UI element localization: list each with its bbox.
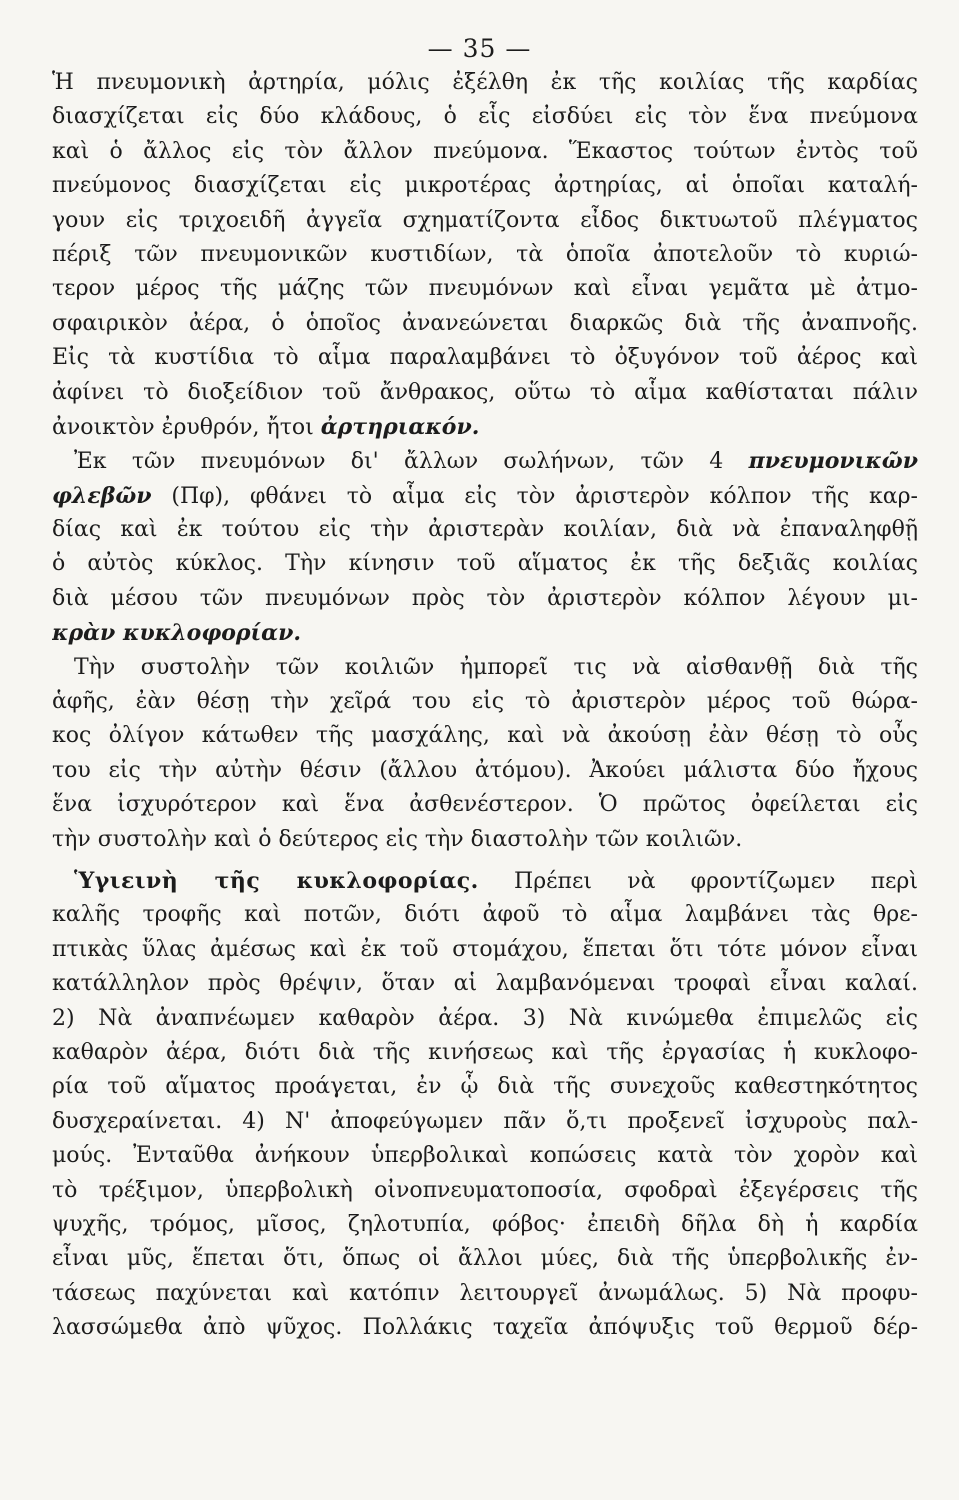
text-line: πέριξ τῶν πνευμονικῶν κυστιδίων, τὰ ὁποῖα ἀποτελοῦν τὸ κυριώ- xyxy=(52,241,918,267)
text-line: διὰ μέσου τῶν πνευμόνων πρὸς τὸν ἀριστερὸν κόλπον λέγουν μι- xyxy=(52,585,918,611)
text-line: ἁφῆς, ἐὰν θέσῃ τὴν χεῖρά του εἰς τὸ ἀριστερὸν μέρος τοῦ θώρα- xyxy=(52,689,918,715)
text-line: Τὴν συστολὴν τῶν κοιλιῶν ἠμπορεῖ τις νὰ αἰσθανθῇ διὰ τῆς xyxy=(74,654,918,680)
text-line: λασσώμεθα ἀπὸ ψῦχος. Πολλάκις ταχεῖα ἀπόψυξις τοῦ θερμοῦ δέρ- xyxy=(52,1315,918,1341)
text-line: διασχίζεται εἰς δύο κλάδους, ὁ εἷς εἰσδύει εἰς τὸν ἕνα πνεύμονα xyxy=(52,104,918,130)
text-line: του εἰς τὴν αὐτὴν θέσιν (ἄλλου ἀτόμου). Ἀκούει μάλιστα δύο ἤχους xyxy=(52,757,918,783)
text-line: καθαρὸν ἀέρα, διότι διὰ τῆς κινήσεως καὶ τῆς ἐργασίας ἡ κυκλοφο- xyxy=(52,1039,918,1065)
text-line: κος ὀλίγον κάτωθεν τῆς μασχάλης, καὶ νὰ ἀκούσῃ ἐὰν θέσῃ τὸ οὖς xyxy=(52,723,918,749)
text-line xyxy=(52,410,918,444)
text-line: καλῆς τροφῆς καὶ ποτῶν, διότι ἀφοῦ τὸ αἷμα λαμβάνει τὰς θρε- xyxy=(52,902,918,928)
text-line: ψυχῆς, τρόμος, μῖσος, ζηλοτυπία, φόβος· ἐπειδὴ δῆλα δὴ ἡ καρδία xyxy=(52,1211,918,1237)
text-line xyxy=(52,479,918,513)
text-line: δίας καὶ ἐκ τούτου εἰς τὴν ἀριστερὰν κοιλίαν, διὰ νὰ ἐπαναληφθῇ xyxy=(52,517,918,543)
text-line: Εἰς τὰ κυστίδια τὸ αἷμα παραλαμβάνει τὸ ὀξυγόνον τοῦ ἀέρος καὶ xyxy=(52,345,918,371)
paragraph-gap xyxy=(52,857,918,864)
text-line: ὁ αὐτὸς κύκλος. Τὴν κίνησιν τοῦ αἵματος ἐκ τῆς δεξιᾶς κοιλίας xyxy=(52,551,918,577)
emphasis-term: κρὰν κυκλοφορίαν. xyxy=(52,620,302,647)
text-line xyxy=(52,444,918,478)
text-line: τάσεως παχύνεται καὶ κατόπιν λειτουργεῖ ἀνωμάλως. 5) Νὰ προφυ- xyxy=(52,1280,918,1306)
text-line: Ἡ πνευμονικὴ ἀρτηρία, μόλις ἐξέλθη ἐκ τῆς κοιλίας τῆς καρδίας xyxy=(52,70,918,95)
text-line: τὴν συστολὴν καὶ ὁ δεύτερος εἰς τὴν διαστολὴν τῶν κοιλιῶν. xyxy=(52,826,743,852)
text-line: ἕνα ἰσχυρότερον καὶ ἕνα ἀσθενέστερον. Ὁ πρῶτος ὀφείλεται εἰς xyxy=(52,792,918,818)
emphasis-term: φλεβῶν xyxy=(52,482,152,509)
text-line: 2) Νὰ ἀναπνέωμεν καθαρὸν ἀέρα. 3) Νὰ κινώμεθα ἐπιμελῶς εἰς xyxy=(52,1005,918,1031)
emphasis-term: πνευμονικῶν xyxy=(748,448,918,475)
text-line xyxy=(52,864,918,898)
text-line: γουν εἰς τριχοειδῆ ἀγγεῖα σχηματίζοντα εἶδος δικτυωτοῦ πλέγματος xyxy=(52,207,918,233)
section-heading: Ὑγιεινὴ τῆς κυκλοφορίας. xyxy=(74,867,479,894)
text-line xyxy=(52,616,918,650)
text-line: πτικὰς ὕλας ἀμέσως καὶ ἐκ τοῦ στομάχου, ἕπεται ὅτι τότε μόνον εἶναι xyxy=(52,936,918,962)
emphasis-term: ἀρτηριακόν. xyxy=(320,413,480,440)
body-text xyxy=(52,66,918,1345)
text-line: ρία τοῦ αἵματος προάγεται, ἐν ᾧ διὰ τῆς συνεχοῦς καθεστηκότητος xyxy=(52,1074,918,1100)
text-line: μούς. Ἐνταῦθα ἀνήκουν ὑπερβολικαὶ κοπώσεις κατὰ τὸν χορὸν καὶ xyxy=(52,1143,918,1169)
text-line: εἶναι μῦς, ἕπεται ὅτι, ὅπως οἱ ἄλλοι μύες, διὰ τῆς ὑπερβολικῆς ἐν- xyxy=(52,1246,918,1272)
text-run: (Πφ), φθάνει τὸ αἷμα εἰς τὸν ἀριστερὸν κόλπον τῆς καρ- xyxy=(151,483,918,509)
text-line: τὸ τρέξιμον, ὑπερβολικὴ οἰνοπνευματοποσία, σφοδραὶ ἐξεγέρσεις τῆς xyxy=(52,1177,918,1203)
text-run: Πρέπει νὰ φροντίζωμεν περὶ xyxy=(478,868,918,894)
text-line: καὶ ὁ ἄλλος εἰς τὸν ἄλλον πνεύμονα. Ἕκαστος τούτων ἐντὸς τοῦ xyxy=(52,138,918,164)
text-run: ἀνοικτὸν ἐρυθρόν, ἤτοι xyxy=(52,414,321,440)
text-line: δυσχεραίνεται. 4) Ν' ἀποφεύγωμεν πᾶν ὅ,τι προξενεῖ ἰσχυροὺς παλ- xyxy=(52,1108,918,1134)
text-line: τερον μέρος τῆς μάζης τῶν πνευμόνων καὶ εἶναι γεμᾶτα μὲ ἀτμο- xyxy=(52,276,918,302)
text-line: πνεύμονος διασχίζεται εἰς μικροτέρας ἀρτηρίας, αἱ ὁποῖαι καταλή- xyxy=(52,173,918,199)
text-line: κατάλληλον πρὸς θρέψιν, ὅταν αἱ λαμβανόμεναι τροφαὶ εἶναι καλαί. xyxy=(52,971,918,997)
text-line: ἀφίνει τὸ διοξείδιον τοῦ ἄνθρακος, οὕτω τὸ αἷμα καθίσταται πάλιν xyxy=(52,379,918,405)
text-run: Ἐκ τῶν πνευμόνων δι' ἄλλων σωλήνων, τῶν 4 xyxy=(74,449,749,475)
page-number: — 35 — xyxy=(427,34,532,63)
text-line: σφαιρικὸν ἀέρα, ὁ ὁποῖος ἀνανεώνεται διαρκῶς διὰ τῆς ἀναπνοῆς. xyxy=(52,310,918,336)
